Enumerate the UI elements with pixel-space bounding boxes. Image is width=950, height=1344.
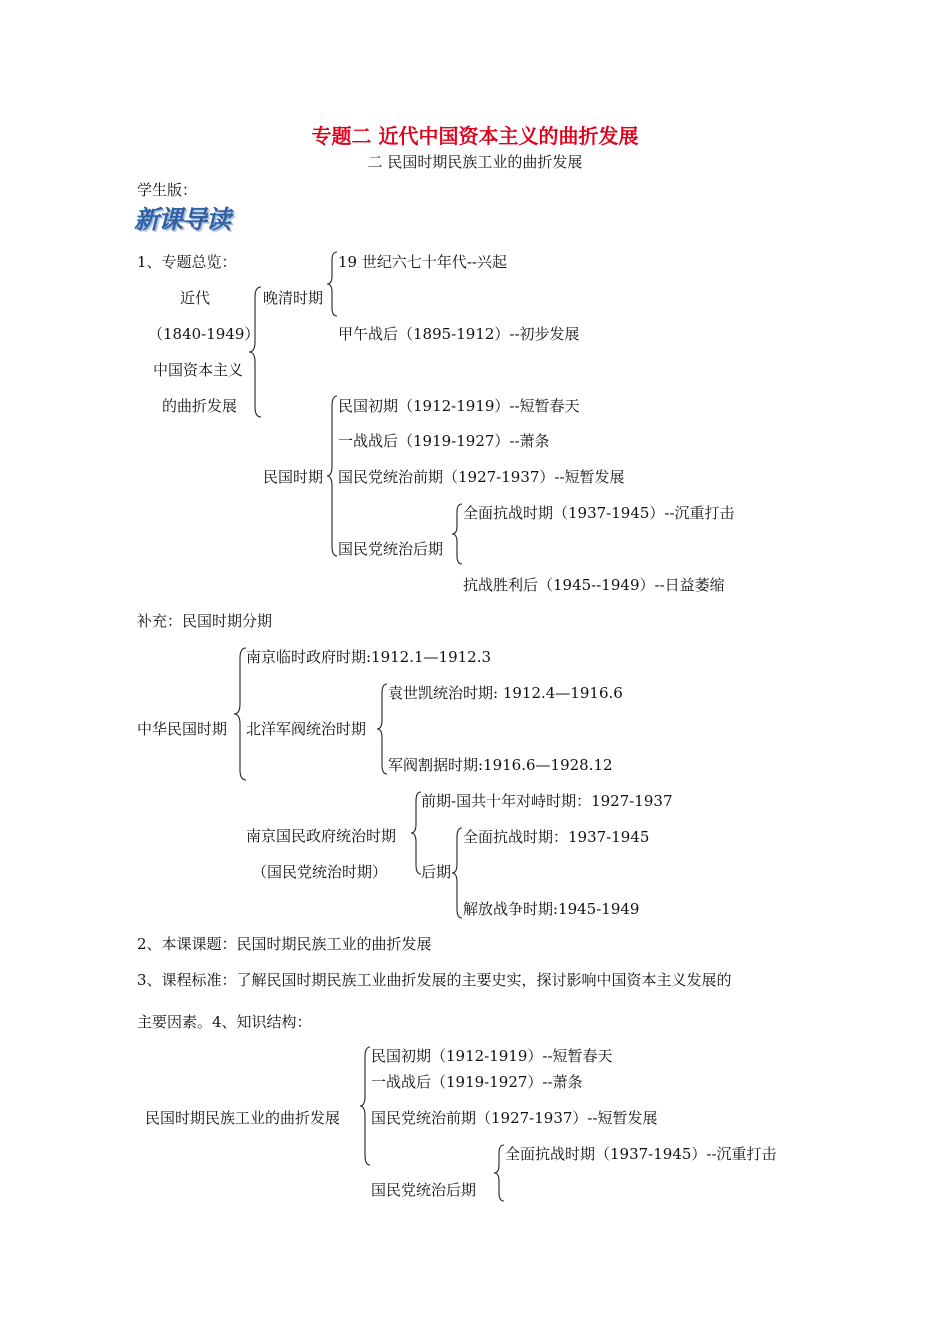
- overview-root-line-4: 的曲折发展: [162, 397, 238, 415]
- beiyang-item-2: 军阀割据时期:1916.6—1928.12: [388, 756, 613, 774]
- edition-label: 学生版：: [137, 181, 198, 199]
- republic-item-3: 国民党统治前期（1927-1937）--短暂发展: [338, 468, 625, 486]
- supplement-heading: 补充：民国时期分期: [137, 612, 273, 630]
- course-standard-line-1: 3、课程标准：了解民国时期民族工业曲折发展的主要史实，探讨影响中国资本主义发展的: [137, 971, 732, 989]
- nationalist-later-item-2: 解放战争时期:1945-1949: [463, 900, 640, 918]
- beiyang-item-1: 袁世凯统治时期: 1912.4—1916.6: [388, 684, 623, 702]
- republic-later-item-2: 抗战胜利后（1945--1949）--日益萎缩: [463, 576, 725, 594]
- nationalist-later-label: 后期: [421, 863, 452, 881]
- structure-item-2: 一战战后（1919-1927）--萧条: [371, 1073, 583, 1091]
- structure-item-1: 民国初期（1912-1919）--短暂春天: [371, 1047, 613, 1065]
- nanjing-provisional: 南京临时政府时期:1912.1—1912.3: [246, 648, 492, 666]
- republic-label: 民国时期: [263, 468, 324, 486]
- overview-root-line-3: 中国资本主义: [153, 361, 244, 379]
- late-qing-label: 晚清时期: [263, 289, 324, 307]
- republic-later-label: 国民党统治后期: [338, 540, 444, 558]
- republic-item-1: 民国初期（1912-1919）--短暂春天: [338, 397, 580, 415]
- overview-root-brace: [249, 287, 263, 417]
- nationalist-label-2: （国民党统治时期）: [252, 863, 388, 881]
- course-standard-line-2: 主要因素。4、知识结构：: [137, 1013, 312, 1031]
- document-title: 专题二 近代中国资本主义的曲折发展: [311, 124, 639, 148]
- nationalist-early: 前期-国共十年对峙时期：1927-1937: [421, 792, 673, 810]
- structure-root: 民国时期民族工业的曲折发展: [145, 1109, 341, 1127]
- structure-item-3: 国民党统治前期（1927-1937）--短暂发展: [371, 1109, 658, 1127]
- new-lesson-badge: 新课导读: [134, 205, 231, 234]
- lesson-topic: 2、本课课题：民国时期民族工业的曲折发展: [137, 935, 432, 953]
- overview-heading: 1、专题总览：: [137, 253, 237, 271]
- structure-later-label: 国民党统治后期: [371, 1181, 477, 1199]
- overview-root-line-1: 近代: [180, 289, 211, 307]
- late-qing-item-2: 甲午战后（1895-1912）--初步发展: [338, 325, 580, 343]
- overview-root-line-2: （1840-1949）: [148, 325, 260, 343]
- republic-item-2: 一战战后（1919-1927）--萧条: [338, 432, 550, 450]
- structure-later-item-1: 全面抗战时期（1937-1945）--沉重打击: [505, 1145, 777, 1163]
- lesson-subtitle: 二 民国时期民族工业的曲折发展: [367, 153, 583, 171]
- late-qing-item-1: 19 世纪六七十年代--兴起: [338, 253, 507, 271]
- republic-later-item-1: 全面抗战时期（1937-1945）--沉重打击: [463, 504, 735, 522]
- supplement-root: 中华民国时期: [137, 720, 228, 738]
- nationalist-label-1: 南京国民政府统治时期: [246, 827, 397, 845]
- beiyang-label: 北洋军阀统治时期: [246, 720, 367, 738]
- nationalist-later-item-1: 全面抗战时期：1937-1945: [463, 828, 650, 846]
- supplement-root-brace: [234, 648, 248, 780]
